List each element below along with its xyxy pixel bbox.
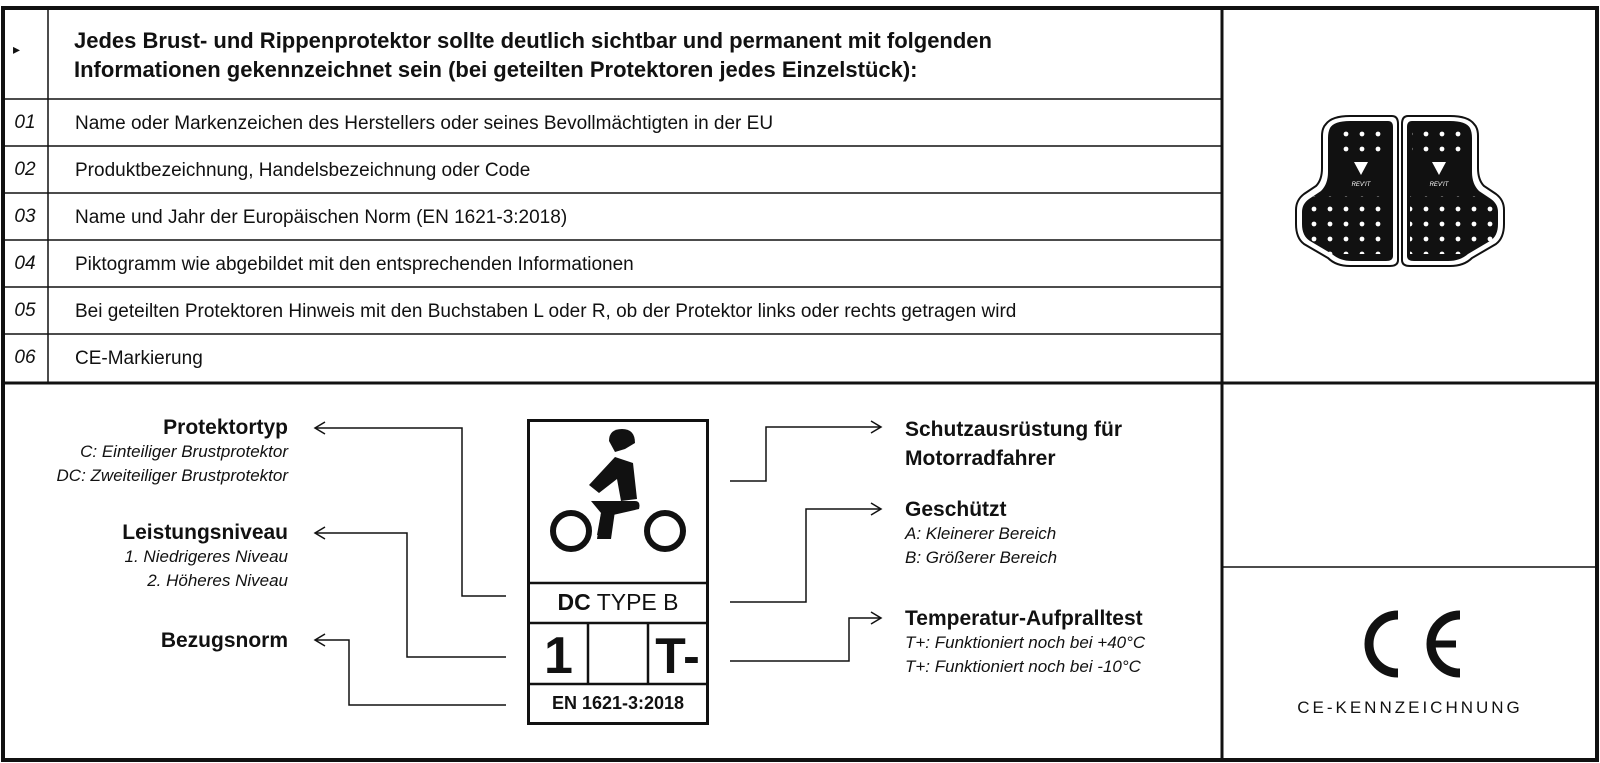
label-protector-type <box>57 415 288 488</box>
row-number: 02 <box>14 159 36 180</box>
row-number: 05 <box>14 300 36 321</box>
row-text: Name und Jahr der Europäischen Norm (EN 1621-3:2018) <box>75 207 568 228</box>
header-marker: ▸ <box>13 41 21 57</box>
label-protector-type-line1: C: Einteiliger Brustprotektor <box>80 442 288 461</box>
arrow-norm <box>316 640 506 705</box>
label-temperature-test-line1: T+: Funktioniert noch bei +40°C <box>905 633 1146 652</box>
label-temperature-test-line2: T+: Funktioniert noch bei -10°C <box>905 657 1141 676</box>
arrow-level <box>316 533 506 657</box>
ce-mark-icon <box>1350 609 1470 679</box>
ce-caption: CE-KENNZEICHNUNG <box>1297 698 1523 717</box>
protector-brand-right: REV'IT <box>1429 182 1449 188</box>
protector-brand-left: REV'IT <box>1351 182 1371 188</box>
label-protected-area <box>905 497 1057 570</box>
row-number: 03 <box>14 206 36 227</box>
pictogram-type-rest: TYPE B <box>590 589 679 615</box>
pictogram-temp: T- <box>655 628 700 684</box>
row-number: 04 <box>14 253 36 274</box>
pictogram-level: 1 <box>544 627 573 685</box>
row-text: Bei geteilten Protektoren Hinweis mit den Buchstaben L oder R, ob der Protektor links oder rechts getragen wird <box>75 301 1017 322</box>
row-number: 01 <box>14 112 36 133</box>
label-protector-type-line2: DC: Zweiteiliger Brustprotektor <box>56 466 288 485</box>
label-performance-level-line1: 1. Niedrigeres Niveau <box>124 547 288 566</box>
label-performance-level <box>122 520 288 593</box>
pictogram-type-code: DC <box>557 589 591 615</box>
row-text: Name oder Markenzeichen des Herstellers oder seines Bevollmächtigten in der EU <box>75 113 774 134</box>
arrow-temperature <box>730 618 880 661</box>
row-number: 06 <box>14 347 36 368</box>
row-text: CE-Markierung <box>75 348 203 369</box>
label-protective-gear-line2: Motorradfahrer <box>905 447 1056 470</box>
label-reference-norm-heading: Bezugsnorm <box>160 629 288 652</box>
label-protected-area-heading: Geschützt <box>905 498 1007 521</box>
label-protected-area-line2: B: Größerer Bereich <box>905 548 1058 567</box>
arrow-gear <box>730 427 880 481</box>
label-temperature-test-heading: Temperatur-Aufpralltest <box>905 607 1143 630</box>
label-performance-level-line2: 2. Höheres Niveau <box>147 571 288 590</box>
row-text: Produktbezeichnung, Handelsbezeichnung oder Code <box>75 160 531 181</box>
label-reference-norm <box>161 628 288 653</box>
label-temperature-test <box>905 606 1145 679</box>
label-protector-type-heading: Protektortyp <box>163 416 288 439</box>
header-title-line1: Jedes Brust- und Rippenprotektor sollte deutlich sichtbar und permanent mit folgenden <box>74 28 992 53</box>
arrow-type <box>316 428 506 596</box>
label-performance-level-heading: Leistungsniveau <box>122 521 288 544</box>
arrow-protected <box>730 509 880 602</box>
label-protected-area-line1: A: Kleinerer Bereich <box>905 524 1057 543</box>
row-text: Piktogramm wie abgebildet mit den entsprechenden Informationen <box>75 254 634 275</box>
label-protective-gear <box>905 415 1122 473</box>
pictogram-norm: EN 1621-3:2018 <box>551 693 685 713</box>
label-protective-gear-line1: Schutzausrüstung für <box>905 418 1123 441</box>
header-title-line2: Informationen gekennzeichnet sein (bei geteilten Protektoren jedes Einzelstück): <box>74 57 918 82</box>
